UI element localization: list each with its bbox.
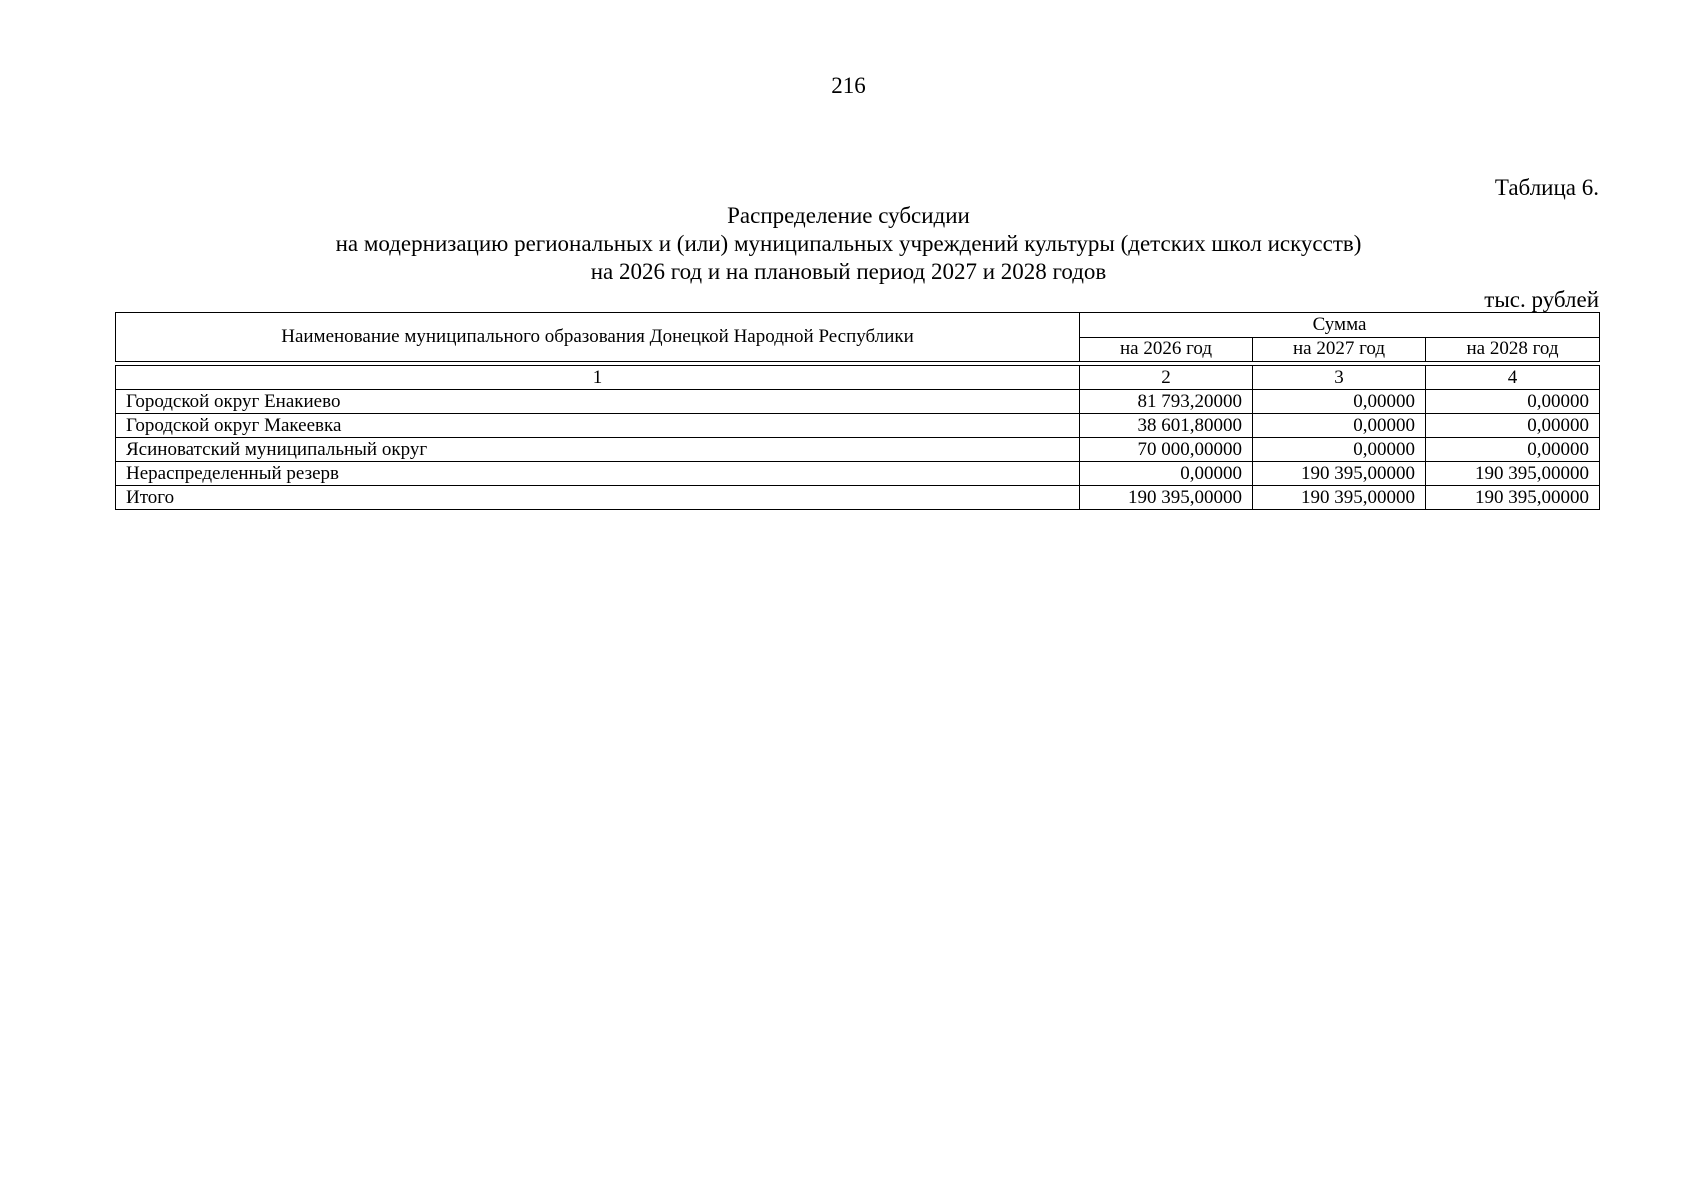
table-label: Таблица 6.	[1494, 175, 1599, 200]
column-number-row	[116, 366, 1600, 390]
row-value-2027: 0,00000	[1253, 414, 1426, 438]
row-value-2028: 0,00000	[1426, 438, 1600, 462]
header-row-1	[116, 313, 1600, 338]
row-value-2028: 190 395,00000	[1426, 462, 1600, 486]
subsidy-distribution-table	[115, 312, 1600, 510]
header-municipality-name: Наименование муниципального образования Донецкой Народной Республики	[116, 313, 1080, 362]
header-year-2027: на 2027 год	[1253, 337, 1426, 362]
column-number-3: 3	[1253, 366, 1426, 390]
row-value-2027: 190 395,00000	[1253, 462, 1426, 486]
total-row	[116, 486, 1600, 510]
units-label: тыс. рублей	[1484, 287, 1599, 312]
row-name: Ясиноватский муниципальный округ	[116, 438, 1080, 462]
row-value-2027: 0,00000	[1253, 390, 1426, 414]
table-row	[116, 462, 1600, 486]
document-title	[0, 202, 1697, 286]
total-value-2026: 190 395,00000	[1080, 486, 1253, 510]
header-sum: Сумма	[1080, 313, 1600, 338]
table-row	[116, 438, 1600, 462]
column-number-4: 4	[1426, 366, 1600, 390]
title-line-2: на модернизацию региональных и (или) муниципальных учреждений культуры (детских школ искусств)	[335, 231, 1362, 256]
title-line-1: Распределение субсидии	[727, 203, 970, 228]
total-value-2027: 190 395,00000	[1253, 486, 1426, 510]
page-number: 216	[831, 73, 866, 98]
column-number-2: 2	[1080, 366, 1253, 390]
header-year-2026: на 2026 год	[1080, 337, 1253, 362]
row-value-2028: 0,00000	[1426, 414, 1600, 438]
title-line-3: на 2026 год и на плановый период 2027 и 2028 годов	[590, 259, 1107, 284]
table-row	[116, 390, 1600, 414]
row-value-2026: 0,00000	[1080, 462, 1253, 486]
row-value-2028: 0,00000	[1426, 390, 1600, 414]
row-value-2026: 38 601,80000	[1080, 414, 1253, 438]
header-year-2028: на 2028 год	[1426, 337, 1600, 362]
row-value-2027: 0,00000	[1253, 438, 1426, 462]
row-name: Городской округ Макеевка	[116, 414, 1080, 438]
table-row	[116, 414, 1600, 438]
row-value-2026: 81 793,20000	[1080, 390, 1253, 414]
row-name: Нераспределенный резерв	[116, 462, 1080, 486]
column-number-1: 1	[116, 366, 1080, 390]
total-value-2028: 190 395,00000	[1426, 486, 1600, 510]
row-value-2026: 70 000,00000	[1080, 438, 1253, 462]
total-row-name: Итого	[116, 486, 1080, 510]
row-name: Городской округ Енакиево	[116, 390, 1080, 414]
